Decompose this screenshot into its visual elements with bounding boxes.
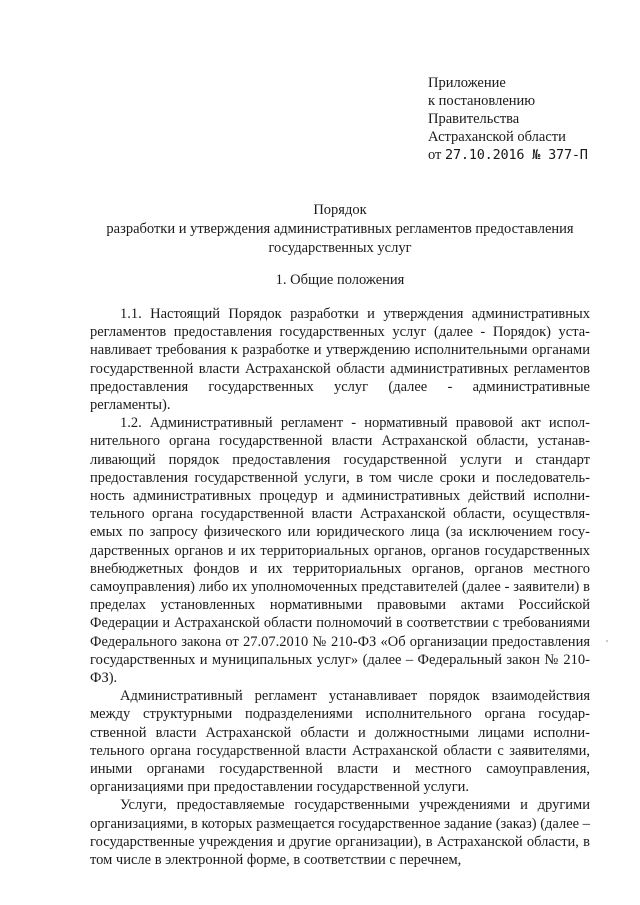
- document-title: [60, 201, 620, 258]
- approval-line-region: Астраханской области: [428, 129, 566, 145]
- title-line-2: разработки и утверждения административных регламентов предоставления: [106, 221, 574, 237]
- document-body: [90, 305, 590, 869]
- section-heading: 1. Общие положения: [275, 272, 405, 288]
- approval-line-appendix: Приложение: [428, 75, 506, 91]
- paragraph-1-2: 1.2. Административный регламент - нормативный правовой акт исполнительного органа государственной власти Астраханской области, устанавливающий порядок предоставления государственной услуги и стандарт предоставления государственной услуги, в том числе сроки и последовательность административных процедур и административных действий исполнительного органа государственной власти Астраханской области, осуществляемых по запросу физического или юридического лица (за исключением государственных органов и их территориальных органов, органов государственных внебюджетных фондов и их территориальных органов, органов местного самоуправления) либо их уполномоченных представителей (далее - заявители) в пределах установленных нормативными правовыми актами Российской Федерации и Астраханской области полномочий в соответствии с требованиями Федерального закона от 27.07.2010 № 210-ФЗ «Об организации предоставления государственных и муниципальных услуг» (далее – Федеральный закон № 210-ФЗ).: [90, 415, 590, 687]
- paragraph-regulation-interaction: Административный регламент устанавливает порядок взаимодействия между структурными подразделениями исполнительного органа государственной власти Астраханской области и должностными лицами исполнительного органа государственной власти Астраханской области с заявителями, иными органами государственной власти и местного самоуправления, организациями при предоставлении государственной услуги.: [90, 688, 590, 796]
- approval-date-number-stamp: 27.10.2016 № 377-П: [445, 147, 588, 163]
- scan-speck: [606, 640, 608, 642]
- approval-line-government: Правительства: [428, 111, 520, 127]
- paragraph-services: Услуги, предоставляемые государственными учреждениями и другими организациями, в которых размещается государственное задание (заказ) (далее – государственные учреждения и другие организации), в Астраханской области, в том числе в электронной форме, в соответствии с перечнем,: [90, 797, 590, 869]
- title-line-3: государственных услуг: [268, 240, 412, 256]
- approval-date-prefix: от: [428, 147, 442, 163]
- title-line-1: Порядок: [313, 202, 367, 218]
- approval-line-date: [428, 146, 588, 164]
- approval-block: [428, 74, 588, 164]
- approval-line-to-resolution: к постановлению: [428, 93, 536, 109]
- paragraph-1-1: 1.1. Настоящий Порядок разработки и утверждения административных регламентов предоставления государственных услуг (далее - Порядок) устанавливает требования к разработке и утверждению исполнительными органами государственной власти Астраханской области административных регламентов предоставления государственных услуг (далее - административные регламенты).: [90, 306, 590, 414]
